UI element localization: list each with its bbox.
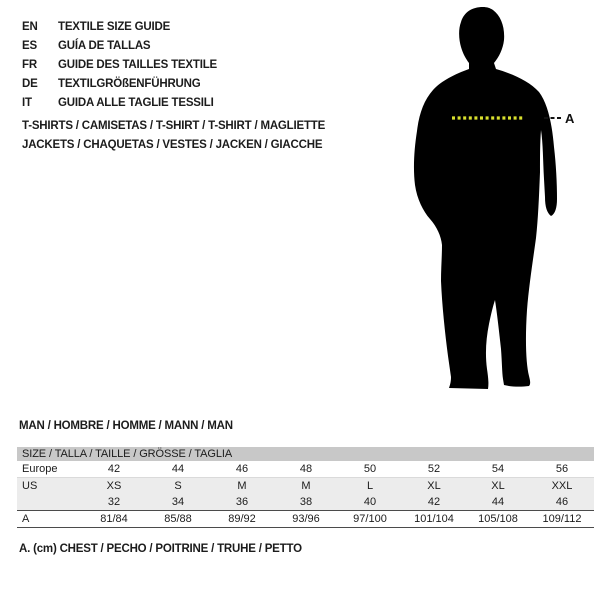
category-line-jackets: JACKETS / CHAQUETAS / VESTES / JACKEN / GIACCHE	[22, 139, 323, 151]
size-cell: 54	[491, 463, 505, 475]
language-code: FR	[22, 59, 37, 71]
size-cell: 44	[491, 496, 505, 508]
table-row-us	[17, 478, 594, 494]
size-cell: 52	[427, 463, 441, 475]
size-cell: L	[366, 480, 374, 492]
size-cell: 48	[299, 463, 313, 475]
man-silhouette	[414, 7, 557, 389]
table-row-numeric	[17, 494, 594, 510]
size-cell: 85/88	[164, 513, 192, 525]
size-cell: 44	[171, 463, 185, 475]
language-code: IT	[22, 97, 32, 109]
size-cell: 97/100	[353, 513, 387, 525]
size-cell: XL	[491, 480, 505, 492]
language-label: TEXTILGRÖßENFÜHRUNG	[58, 78, 201, 90]
size-cell: 46	[555, 496, 569, 508]
size-cell: XL	[427, 480, 441, 492]
size-cell: 42	[427, 496, 441, 508]
size-cell: S	[174, 480, 182, 492]
size-table	[17, 447, 594, 528]
size-cell: 40	[363, 496, 377, 508]
language-label: GUIDA ALLE TAGLIE TESSILI	[58, 97, 214, 109]
size-cell: 105/108	[478, 513, 518, 525]
size-table-header: SIZE / TALLA / TAILLE / GRÖSSE / TAGLIA	[17, 447, 594, 461]
size-cell: 109/112	[542, 513, 582, 525]
language-code: DE	[22, 78, 38, 90]
size-cell: 34	[171, 496, 185, 508]
row-label: US	[22, 480, 38, 492]
measurement-footnote: A. (cm) CHEST / PECHO / POITRINE / TRUHE / PETTO	[19, 543, 302, 555]
size-cell: M	[301, 480, 311, 492]
size-cell: XXL	[551, 480, 573, 492]
table-row-chest-a	[17, 510, 594, 527]
language-label: TEXTILE SIZE GUIDE	[58, 21, 171, 33]
size-cell: 42	[107, 463, 121, 475]
size-cell: 36	[235, 496, 249, 508]
language-code: EN	[22, 21, 38, 33]
size-cell: 56	[555, 463, 569, 475]
language-label: GUIDE DES TAILLES TEXTILE	[58, 59, 217, 71]
size-cell: 93/96	[292, 513, 320, 525]
category-line-tshirts: T-SHIRTS / CAMISETAS / T-SHIRT / T-SHIRT / MAGLIETTE	[22, 120, 326, 132]
language-code: ES	[22, 40, 37, 52]
size-cell: 89/92	[228, 513, 256, 525]
size-cell: M	[237, 480, 247, 492]
row-label: A	[22, 513, 30, 525]
size-cell: 101/104	[414, 513, 454, 525]
size-cell: 38	[299, 496, 313, 508]
size-cell: XS	[106, 480, 122, 492]
row-label: Europe	[22, 463, 58, 475]
section-title-man: MAN / HOMBRE / HOMME / MANN / MAN	[19, 420, 233, 432]
row-label	[17, 494, 82, 510]
size-cell: 50	[363, 463, 377, 475]
size-cell: 32	[107, 496, 121, 508]
language-label: GUÍA DE TALLAS	[58, 40, 151, 52]
measure-label-a: A	[565, 111, 575, 126]
size-cell: 46	[235, 463, 249, 475]
size-cell: 81/84	[100, 513, 128, 525]
table-row-europe	[17, 461, 594, 478]
